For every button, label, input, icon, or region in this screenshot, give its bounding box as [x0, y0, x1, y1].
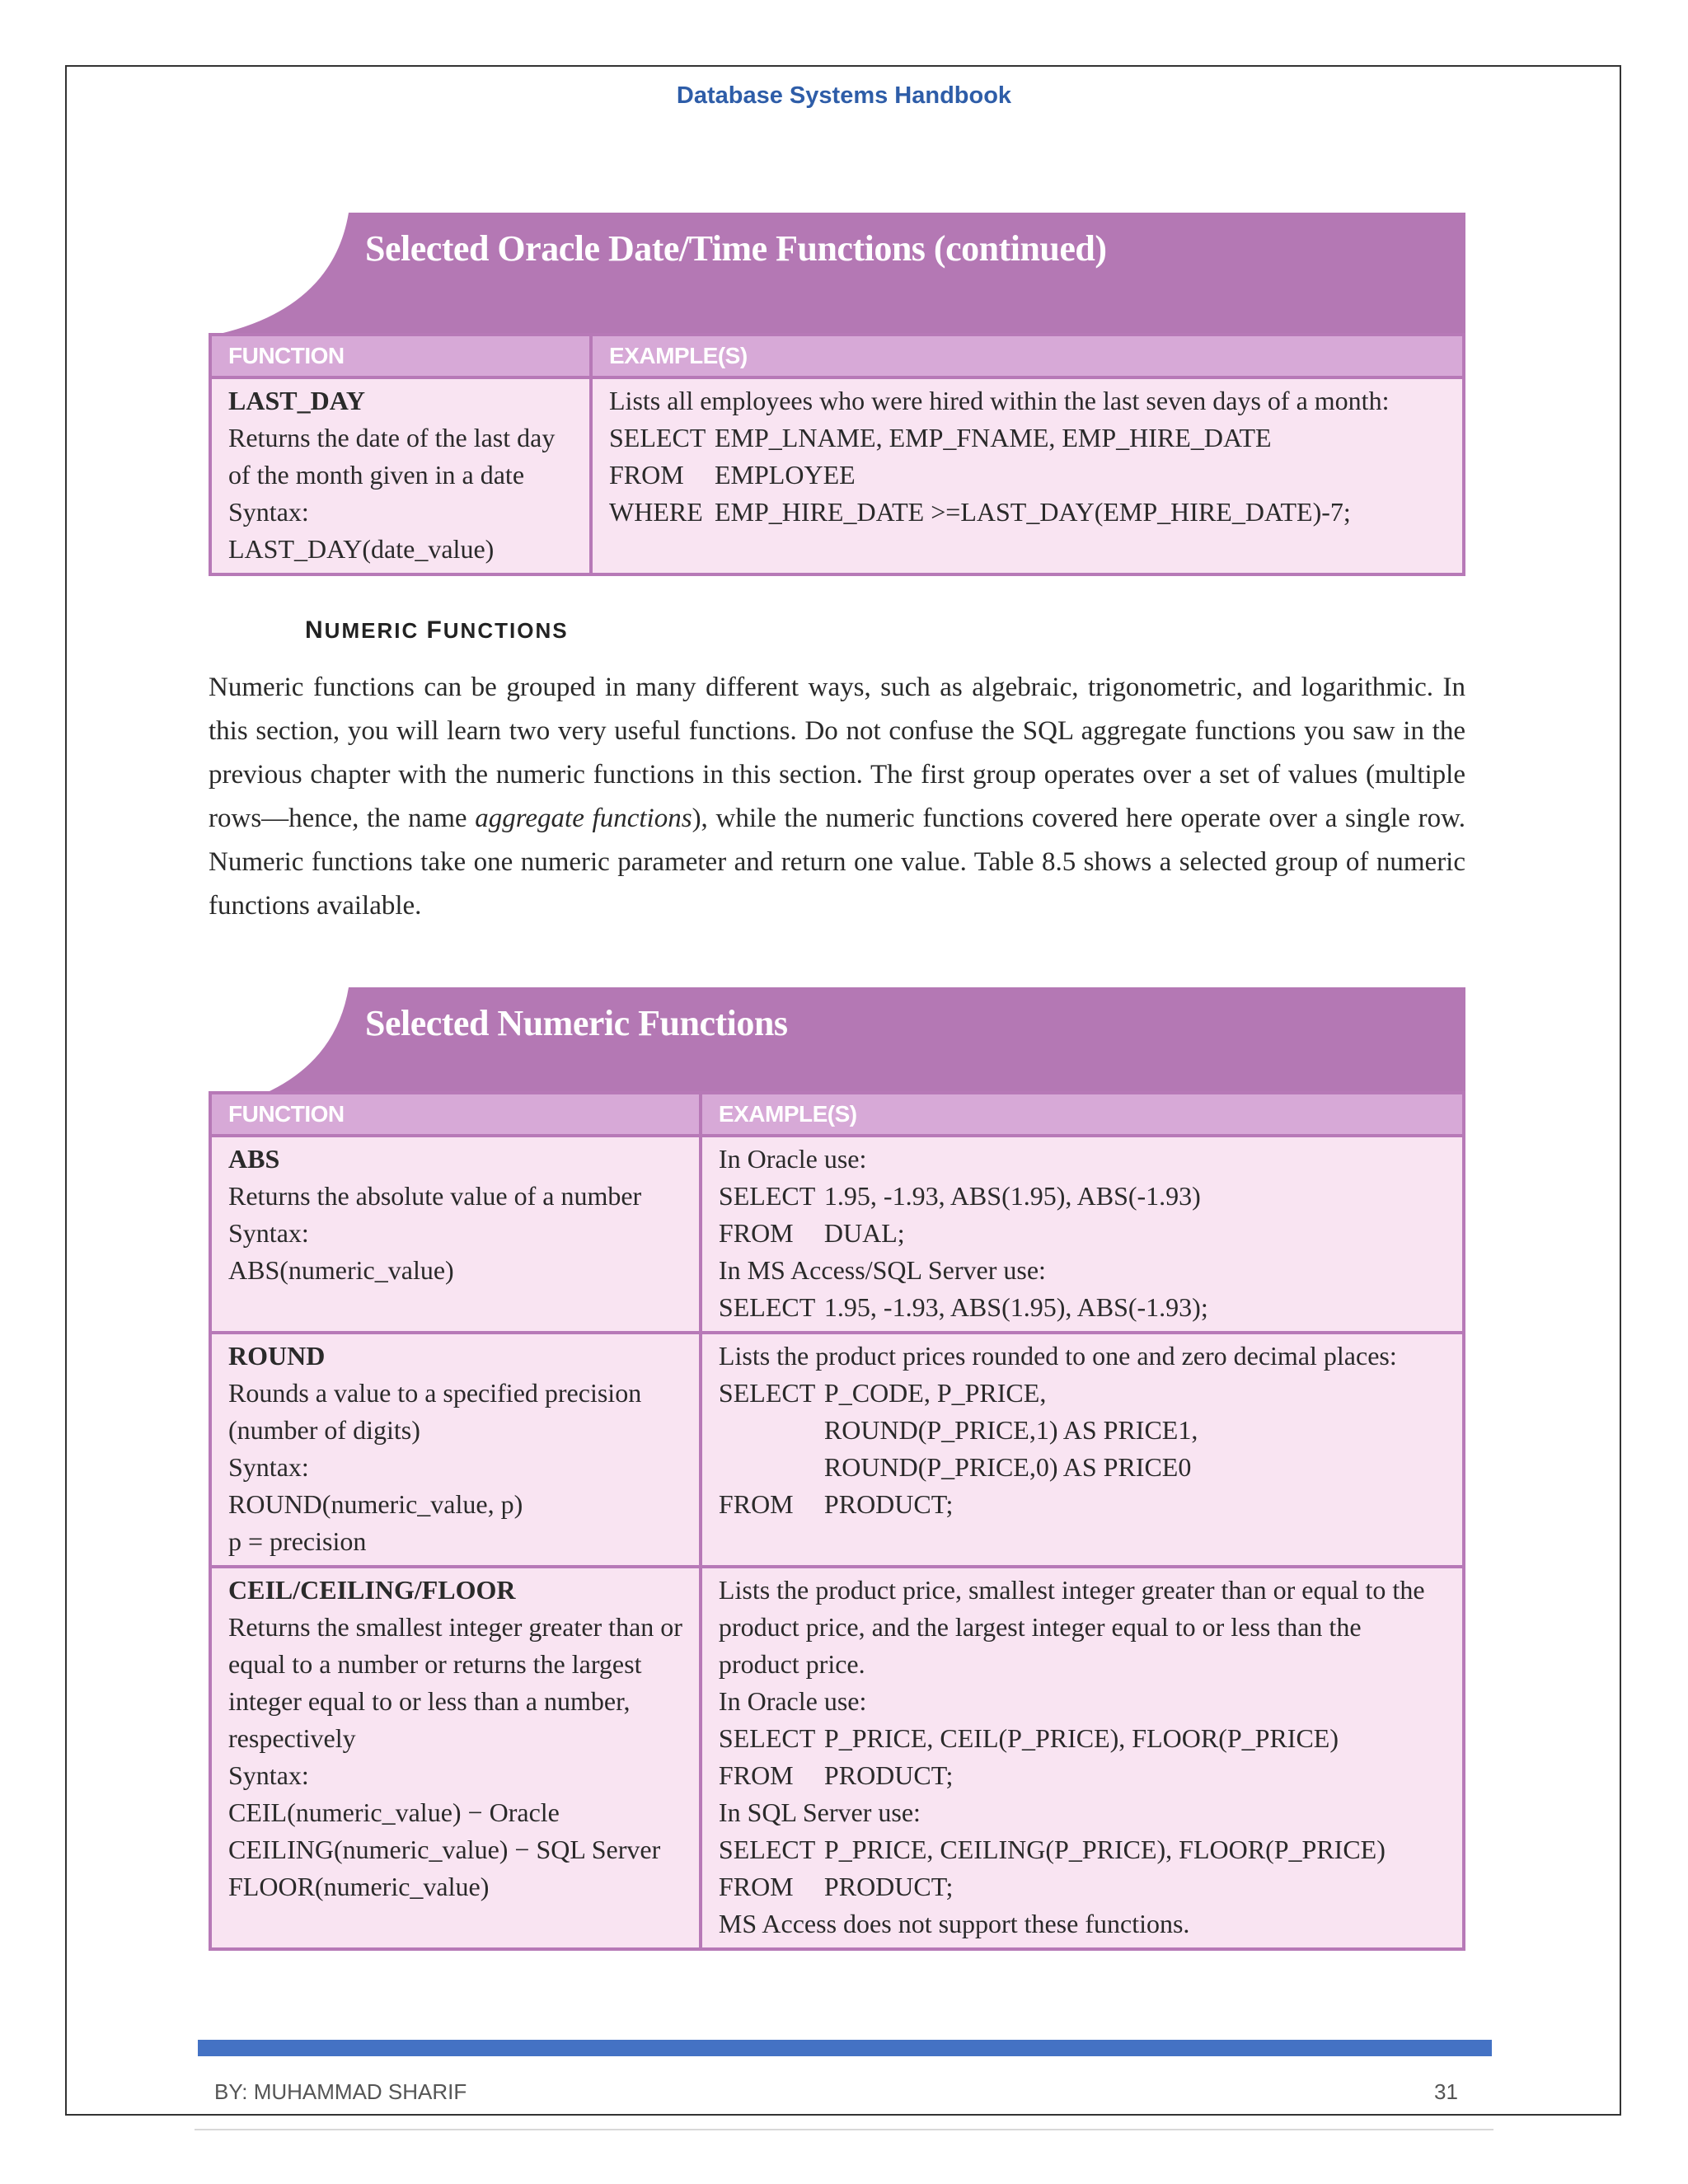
example-line: In Oracle use: — [718, 1144, 867, 1174]
table-body — [210, 1136, 1464, 1949]
function-description-line: Returns the date of the last day — [228, 423, 556, 452]
example-line: ROUND(P_PRICE,0) AS PRICE0 — [823, 1452, 1192, 1482]
example-line: FROM EMPLOYEE — [609, 460, 856, 490]
example-line: SELECT P_CODE, P_PRICE, — [718, 1378, 1047, 1408]
table-row — [210, 377, 1464, 574]
function-description-line: Syntax: — [228, 497, 309, 527]
example-line: WHERE EMP_HIRE_DATE >=LAST_DAY(EMP_HIRE_DATE)-7; — [609, 497, 1351, 527]
functions-table — [209, 1091, 1465, 1951]
example-line: SELECT P_PRICE, CEIL(P_PRICE), FLOOR(P_PRICE) — [718, 1723, 1339, 1753]
functions-table — [209, 333, 1465, 576]
function-description-line: Syntax: — [228, 1760, 309, 1790]
column-header-examples: EXAMPLE(S) — [701, 1093, 1464, 1136]
example-line: FROM PRODUCT; — [718, 1872, 954, 1901]
function-cell — [210, 1333, 701, 1567]
footer-author: BY: MUHAMMAD SHARIF — [214, 2079, 467, 2104]
function-description-line: p = precision — [228, 1526, 367, 1556]
example-line: MS Access does not support these functions. — [718, 1909, 1190, 1938]
example-line: product price. — [718, 1649, 865, 1679]
function-description-line: Syntax: — [228, 1218, 309, 1248]
example-line: Lists all employees who were hired within the last seven days of a month: — [609, 386, 1390, 415]
column-header-function: FUNCTION — [210, 335, 591, 377]
example-cell — [591, 377, 1464, 574]
function-description-line: LAST_DAY(date_value) — [228, 534, 495, 564]
table-title: Selected Numeric Functions — [365, 1003, 788, 1043]
example-line: Lists the product price, smallest integer greater than or equal to the — [718, 1575, 1425, 1605]
heading-text-2: UNCTIONS — [443, 618, 569, 643]
page-number: 31 — [1434, 2079, 1458, 2104]
function-description-line: Syntax: — [228, 1452, 309, 1482]
function-description-line: CEILING(numeric_value) − SQL Server — [228, 1835, 661, 1864]
function-name: CEIL/CEILING/FLOOR — [228, 1575, 516, 1605]
numeric-functions-table-block — [209, 987, 1465, 1938]
function-description-line: integer equal to or less than a number, — [228, 1686, 631, 1716]
function-description-line: (number of digits) — [228, 1415, 420, 1445]
table-row — [210, 1136, 1464, 1333]
heading-text: UMERIC — [324, 618, 427, 643]
para-italic: aggregate functions — [475, 804, 692, 833]
example-line: In MS Access/SQL Server use: — [718, 1255, 1046, 1285]
function-cell — [210, 1567, 701, 1949]
example-line: SELECT EMP_LNAME, EMP_FNAME, EMP_HIRE_DATE — [609, 423, 1272, 452]
column-header-function: FUNCTION — [210, 1093, 701, 1136]
table-body — [210, 377, 1464, 574]
example-line: product price, and the largest integer equal to or less than the — [718, 1612, 1362, 1642]
example-line: SELECT 1.95, -1.93, ABS(1.95), ABS(-1.93) — [718, 1181, 1201, 1211]
example-cell — [701, 1333, 1464, 1567]
column-header-examples: EXAMPLE(S) — [591, 335, 1464, 377]
table-banner — [209, 213, 1465, 336]
function-description-line: Rounds a value to a specified precision — [228, 1378, 642, 1408]
function-description-line: FLOOR(numeric_value) — [228, 1872, 490, 1901]
section-heading — [305, 616, 569, 644]
function-description-line: Returns the smallest integer greater than or — [228, 1612, 682, 1642]
example-line: SELECT P_PRICE, CEILING(P_PRICE), FLOOR(P_PRICE) — [718, 1835, 1386, 1864]
function-cell — [210, 377, 591, 574]
function-description-line: CEIL(numeric_value) − Oracle — [228, 1797, 560, 1827]
example-line: SELECT 1.95, -1.93, ABS(1.95), ABS(-1.93); — [718, 1292, 1208, 1322]
function-cell — [210, 1136, 701, 1333]
heading-initial: N — [305, 616, 325, 644]
para-text-2: ), while the numeric functions covered here operate over a single row. Numeric functions take one numeric parameter and return one value. Table 8.5 shows a selected group of numeric functions available. — [209, 804, 1466, 921]
function-description-line: ROUND(numeric_value, p) — [228, 1489, 523, 1519]
table-title: Selected Oracle Date/Time Functions (continued) — [365, 228, 1107, 269]
function-description-line: Returns the absolute value of a number — [228, 1181, 642, 1211]
function-description-line: equal to a number or returns the largest — [228, 1649, 642, 1679]
date-time-functions-table-block — [209, 213, 1465, 564]
example-cell — [701, 1567, 1464, 1949]
function-name: ROUND — [228, 1341, 326, 1371]
function-description-line: of the month given in a date — [228, 460, 525, 490]
example-cell — [701, 1136, 1464, 1333]
example-line: FROM PRODUCT; — [718, 1760, 954, 1790]
example-line: ROUND(P_PRICE,1) AS PRICE1, — [823, 1415, 1198, 1445]
footer-bar — [198, 2040, 1492, 2056]
function-name: ABS — [228, 1144, 280, 1174]
heading-initial-2: F — [426, 616, 443, 644]
example-line: In SQL Server use: — [718, 1797, 921, 1827]
example-line: In Oracle use: — [718, 1686, 867, 1716]
table-row — [210, 1567, 1464, 1949]
table-row — [210, 1333, 1464, 1567]
body-paragraph — [209, 666, 1465, 928]
function-description-line: respectively — [228, 1723, 356, 1753]
function-name: LAST_DAY — [228, 386, 365, 415]
page-header-title: Database Systems Handbook — [676, 82, 1012, 109]
example-line: FROM PRODUCT; — [718, 1489, 954, 1519]
example-line: Lists the product prices rounded to one and zero decimal places: — [718, 1341, 1397, 1371]
para-text-1: Numeric functions can be grouped in many different ways, such as algebraic, trigonometric, and logarithmic. In this section, you will learn two very useful functions. Do not confuse the SQL aggregate functions you saw in the previous chapter with the numeric functions in this section. The first group operates over a set of values (multiple rows—hence, the name — [209, 673, 1465, 833]
example-line: FROM DUAL; — [718, 1218, 905, 1248]
footer-divider — [195, 2129, 1493, 2130]
function-description-line: ABS(numeric_value) — [228, 1255, 454, 1285]
